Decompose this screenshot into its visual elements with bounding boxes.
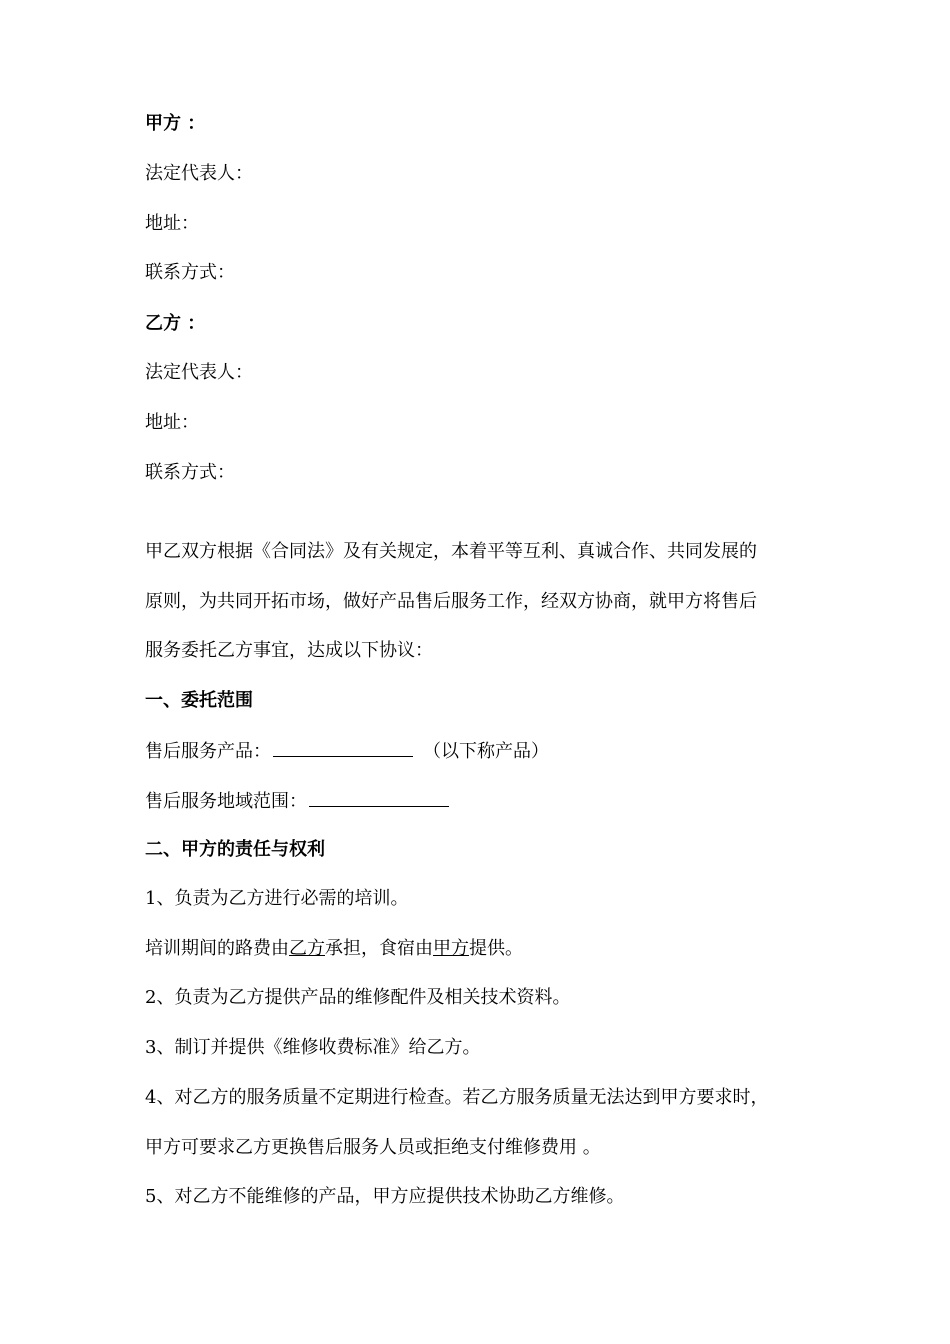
section-2-heading: 二、甲方的责任与权利 xyxy=(145,839,325,860)
training-party-b: 乙方 xyxy=(289,938,325,959)
item-4-line-1: 4、对乙方的服务质量不定期进行检查。若乙方服务质量无法达到甲方要求时， xyxy=(145,1087,769,1108)
party-a-title: 甲方 ： xyxy=(145,113,206,134)
item-4-line-2: 甲方可要求乙方更换售后服务人员或拒绝支付维修费用 。 xyxy=(145,1137,601,1158)
party-b-contact: 联系方式： xyxy=(145,462,235,483)
item-5: 5、对乙方不能维修的产品，甲方应提供技术协助乙方维修。 xyxy=(145,1186,625,1207)
intro-line-3: 服务委托乙方事宜，达成以下协议： xyxy=(145,640,433,661)
product-suffix: （以下称产品） xyxy=(423,741,549,762)
party-b-representative: 法定代表人： xyxy=(145,362,253,383)
intro-line-1: 甲乙双方根据《合同法》及有关规定，本着平等互利、真诚合作、共同发展的 xyxy=(145,541,757,562)
region-label: 售后服务地域范围： xyxy=(145,791,307,812)
product-line xyxy=(145,738,549,764)
training-text-a: 培训期间的路费由 xyxy=(145,938,289,959)
training-text-e: 提供。 xyxy=(469,938,523,959)
region-line xyxy=(145,788,449,814)
training-text-c: 承担，食宿由 xyxy=(325,938,433,959)
section-1-heading: 一、委托范围 xyxy=(145,690,253,711)
product-label: 售后服务产品： xyxy=(145,741,271,762)
item-2: 2、负责为乙方提供产品的维修配件及相关技术资料。 xyxy=(145,987,571,1008)
training-party-a: 甲方 xyxy=(433,938,469,959)
party-b-address: 地址： xyxy=(145,412,199,433)
intro-line-2: 原则，为共同开拓市场，做好产品售后服务工作，经双方协商，就甲方将售后 xyxy=(145,591,757,612)
region-blank xyxy=(309,788,449,807)
party-b-title: 乙方 ： xyxy=(145,313,206,334)
training-line xyxy=(145,937,523,961)
party-a-contact: 联系方式： xyxy=(145,262,235,283)
item-1: 1、负责为乙方进行必需的培训。 xyxy=(145,888,409,909)
party-a-address: 地址： xyxy=(145,213,199,234)
party-a-representative: 法定代表人： xyxy=(145,163,253,184)
item-3: 3、制订并提供《维修收费标准》给乙方。 xyxy=(145,1037,481,1058)
product-blank xyxy=(273,738,413,757)
